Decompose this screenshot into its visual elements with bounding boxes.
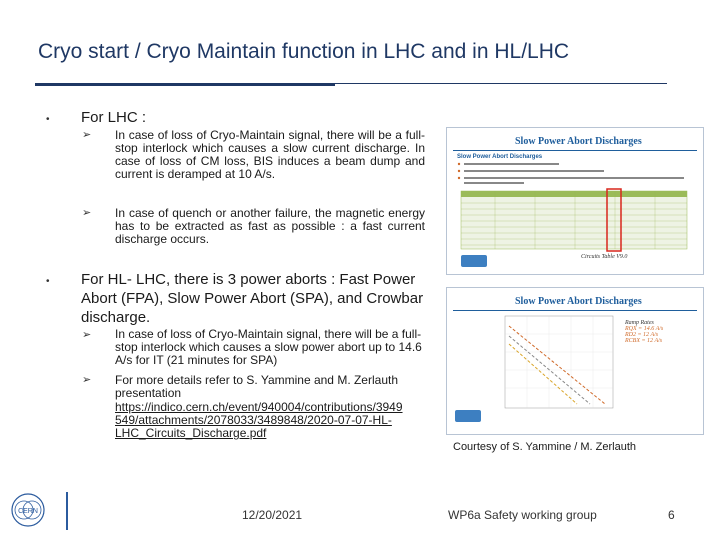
title-underline-thick (35, 83, 335, 86)
bullet-lhc: For LHC : (81, 109, 147, 126)
sub-bullet-text: In case of loss of Cryo-Maintain signal, there will be a full-stop interlock which causes a slow power abort up to 14.6 A/s for IT (21 minutes for SPA) (115, 327, 422, 367)
thumbnail-body (455, 161, 695, 271)
thumbnail-bullet-lines (458, 163, 684, 184)
link-line[interactable]: LHC_Circuits_Discharge.pdf (115, 426, 267, 440)
page-number: 6 (668, 508, 675, 522)
arrow-icon: ➢ (82, 207, 92, 219)
presentation-link[interactable] (115, 401, 435, 440)
legend-item: RD2 = 12 A/s (625, 332, 659, 338)
legend-item: RQX = 14.6 A/s (625, 326, 664, 332)
image-caption: Courtesy of S. Yammine / M. Zerlauth (453, 441, 636, 453)
slide-thumbnail-1 (446, 127, 704, 275)
sub-bullet-text: In case of loss of Cryo-Maintain signal, there will be a full-stop interlock which causes a slow current discharge. In case of loss of CM loss, BIS induces a beam dump and current is deramped at 10 A/s. (115, 128, 425, 181)
thumbnail-title: Slow Power Abort Discharges (515, 296, 642, 307)
legend-title: Ramp Rates (625, 320, 654, 326)
thumbnail-table (461, 191, 687, 249)
arrow-icon: ➢ (82, 329, 92, 341)
link-line[interactable]: https://indico.cern.ch/event/940004/contributions/3949 (115, 400, 403, 414)
thumbnail-table-caption: Circuits Table V9.0 (581, 254, 628, 260)
svg-text:CERN: CERN (18, 508, 38, 515)
footer-date: 12/20/2021 (242, 508, 303, 522)
bullet-dot: • (46, 114, 50, 125)
slide-thumbnail-2 (446, 287, 704, 435)
slide-title: Cryo start / Cryo Maintain function in LHC and in HL/LHC (38, 40, 570, 63)
footer-group: WP6a Safety working group (448, 508, 597, 522)
plot-legend (625, 320, 663, 344)
title-underline-thin (335, 83, 667, 84)
thumbnail-logo (461, 255, 487, 267)
bullet-dot: • (46, 276, 50, 287)
arrow-icon: ➢ (82, 129, 92, 141)
thumbnail-title: Slow Power Abort Discharges (515, 136, 642, 147)
cern-logo-icon (8, 490, 48, 530)
arrow-icon: ➢ (82, 374, 92, 386)
link-line[interactable]: 549/attachments/2078033/3489848/2020-07-07-HL- (115, 413, 392, 427)
thumbnail-section: Slow Power Abort Discharges (457, 154, 543, 160)
legend-item: RCBX = 12 A/s (625, 338, 663, 344)
sub-bullet-text: For more details refer to S. Yammine and M. Zerlauth presentation (115, 373, 399, 400)
thumbnail-rule (453, 150, 697, 151)
sub-bullet-text: In case of quench or another failure, the magnetic energy has to be extracted as fast as possible : a fast current discharge occurs. (115, 206, 425, 246)
thumbnail-rule (453, 310, 697, 311)
bullet-hl-lhc: For HL- LHC, there is 3 power aborts : Fast Power Abort (FPA), Slow Power Abort (SPA), and Crowbar discharge. (81, 271, 424, 326)
logo-divider (66, 492, 68, 530)
